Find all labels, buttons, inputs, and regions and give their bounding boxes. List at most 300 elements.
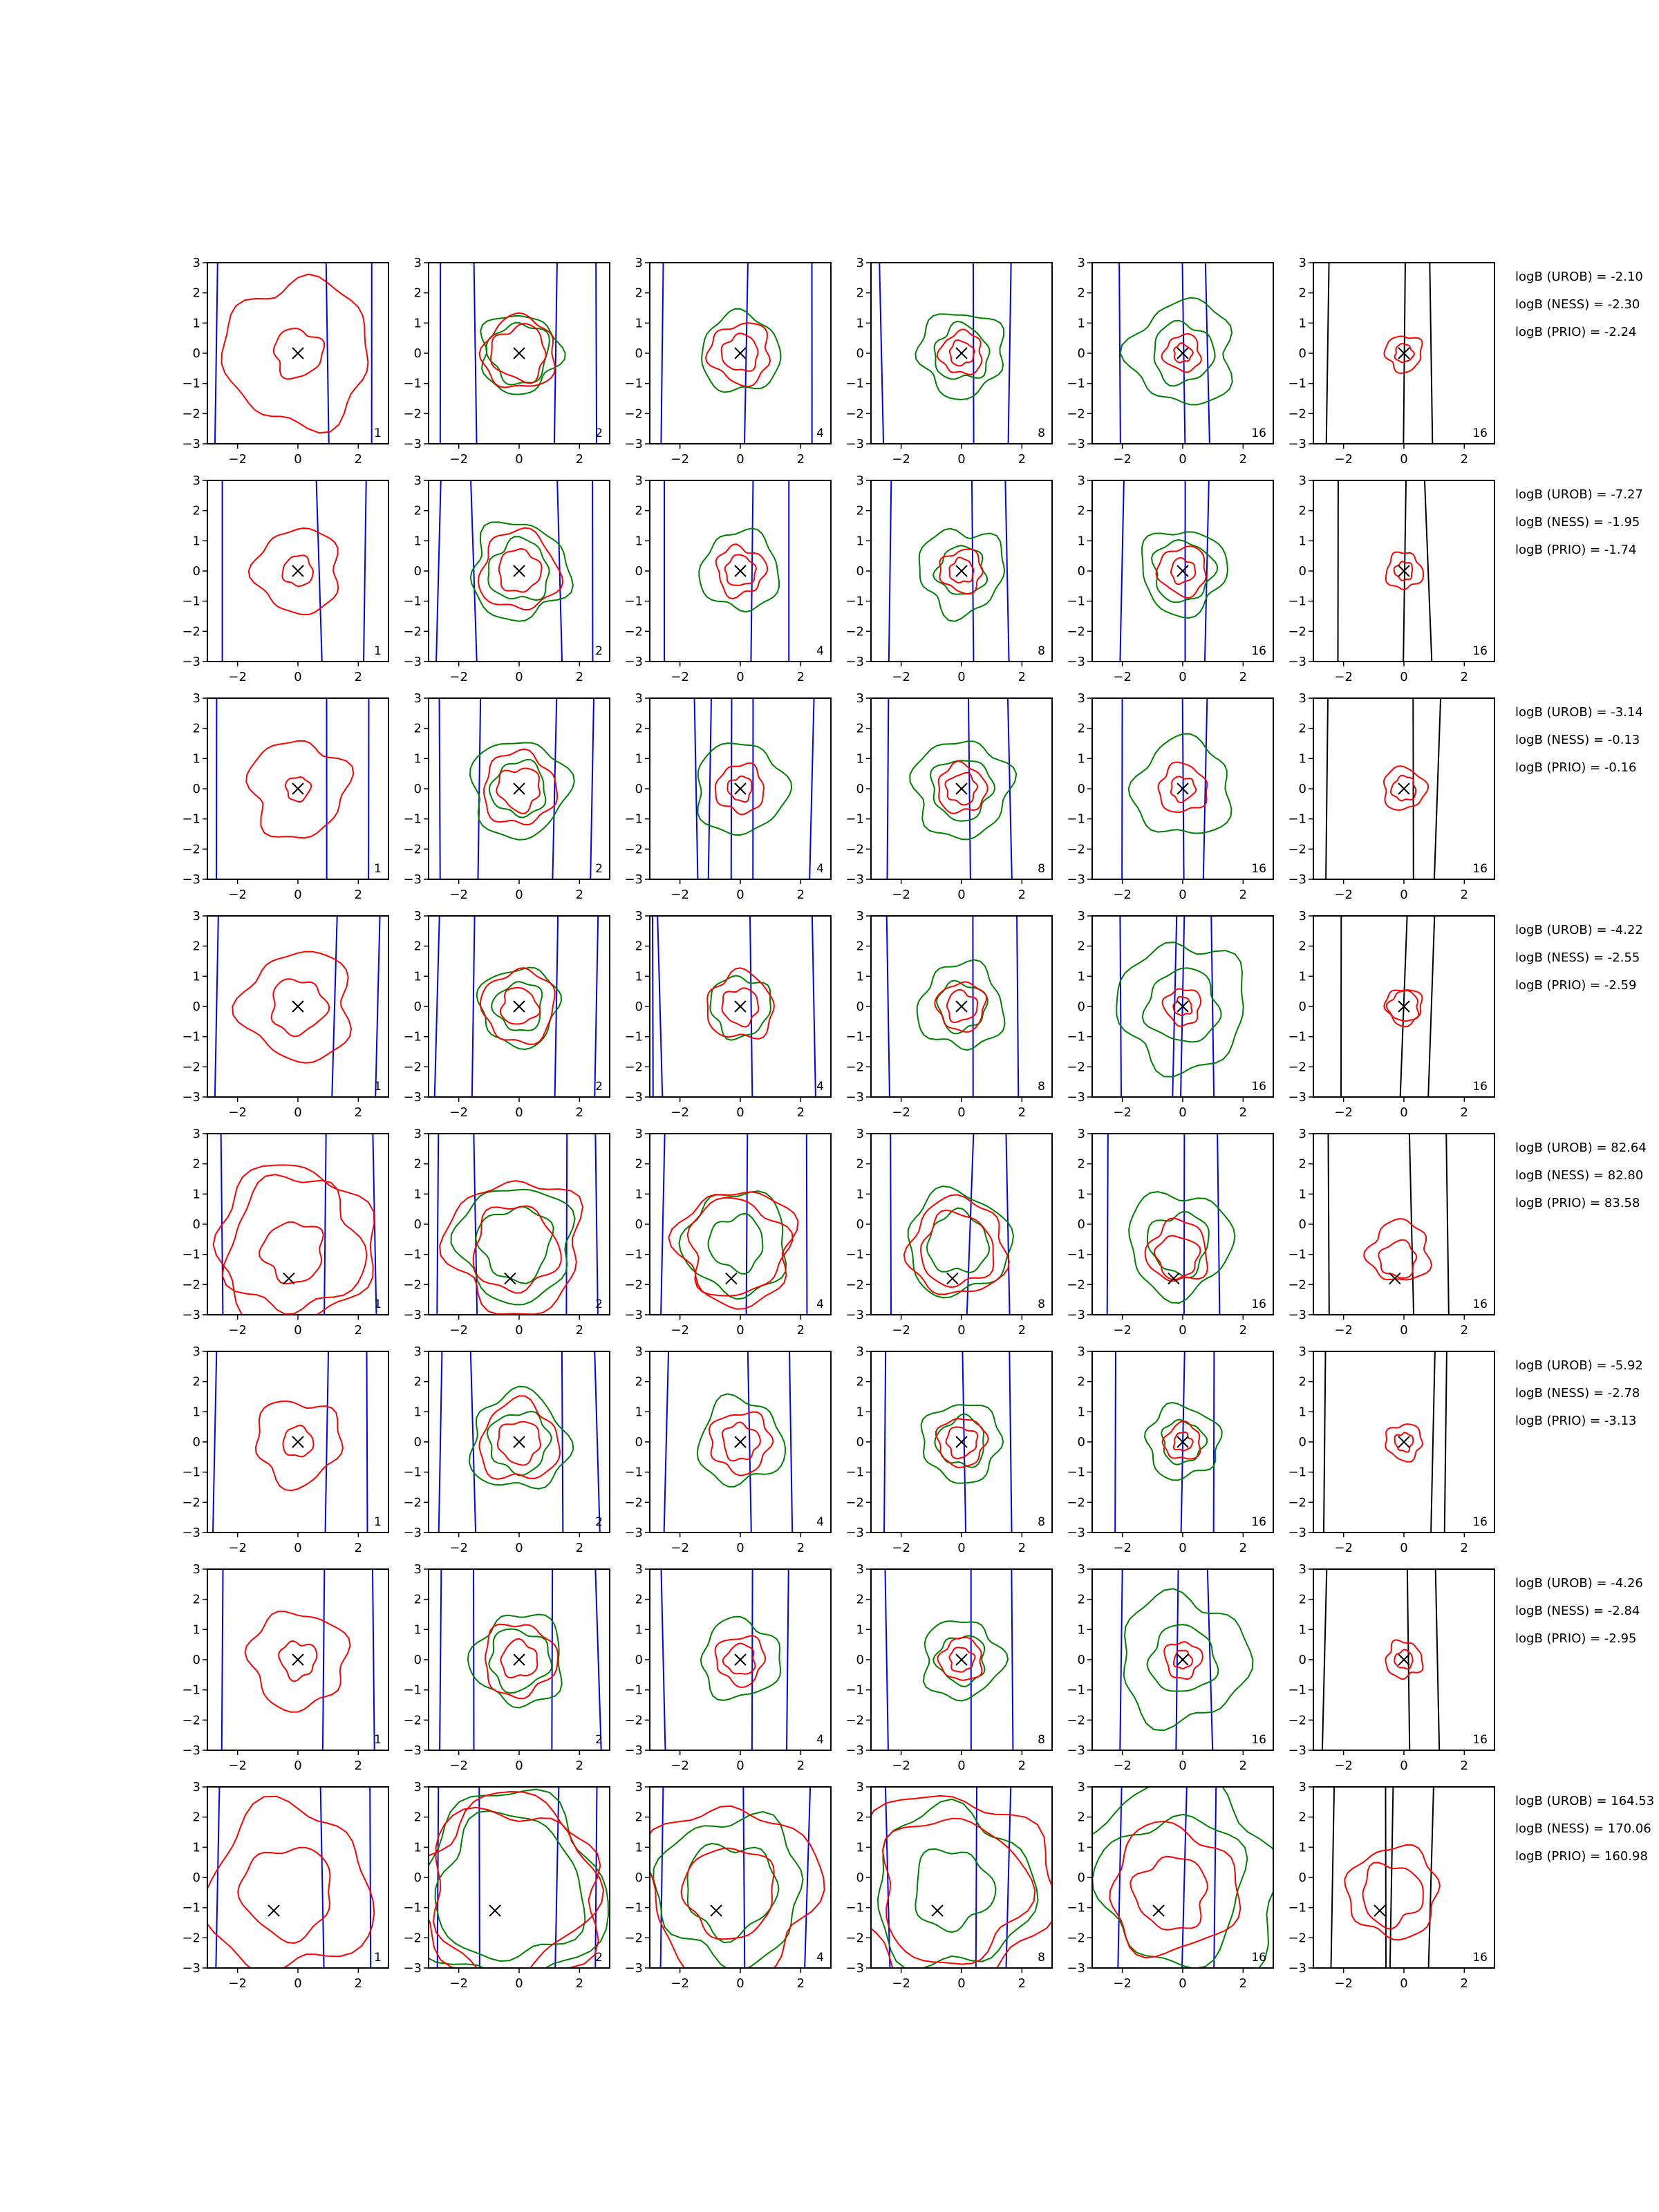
y-tick-label: 3 [192, 1127, 200, 1141]
y-tick-label: −3 [624, 1526, 643, 1540]
x-tick-label: −2 [892, 888, 910, 902]
x-tick-label: 2 [354, 452, 363, 467]
x-tick-label: 0 [957, 452, 966, 467]
y-tick-label: −2 [845, 1495, 864, 1510]
x-tick-label: 2 [1018, 1976, 1027, 1991]
panel-corner-label: 16 [1251, 644, 1266, 658]
y-tick-label: 0 [1077, 564, 1085, 579]
y-tick-label: −2 [182, 1495, 200, 1510]
y-tick-label: 0 [1298, 1217, 1306, 1232]
y-tick-label: 3 [1298, 691, 1306, 706]
y-tick-label: 3 [856, 1344, 864, 1359]
x-tick-label: −2 [228, 452, 247, 467]
panel-corner-label: 8 [1038, 427, 1045, 440]
x-tick-label: 2 [1018, 1323, 1027, 1338]
panel-corner-label: 16 [1472, 862, 1488, 876]
panel-corner-label: 8 [1038, 1515, 1045, 1529]
y-tick-label: 2 [1298, 1810, 1306, 1825]
y-tick-label: −3 [1288, 437, 1306, 451]
y-tick-label: −1 [1288, 376, 1306, 391]
y-tick-label: 2 [192, 503, 200, 518]
x-tick-label: 0 [957, 1976, 966, 1991]
y-tick-label: 1 [635, 1187, 643, 1202]
y-tick-label: 1 [1077, 969, 1085, 984]
y-tick-label: 3 [856, 1780, 864, 1794]
x-tick-label: 2 [1018, 1759, 1027, 1773]
y-tick-label: 1 [192, 316, 200, 331]
y-tick-label: −1 [845, 1683, 864, 1698]
y-tick-label: −2 [403, 624, 422, 639]
logb-annotation: logB (PRIO) = -3.13 [1515, 1414, 1637, 1428]
x-tick-label: 0 [515, 888, 523, 902]
y-tick-label: −2 [624, 1277, 643, 1293]
y-tick-label: 0 [1077, 1871, 1085, 1885]
y-tick-label: 3 [413, 474, 422, 488]
y-tick-label: 0 [856, 564, 864, 579]
x-tick-label: 0 [1179, 1105, 1187, 1120]
x-tick-label: −2 [1334, 888, 1353, 902]
logb-annotation: logB (UROB) = 164.53 [1515, 1794, 1655, 1808]
panel-corner-label: 16 [1472, 1733, 1488, 1747]
panel-corner-label: 16 [1472, 1515, 1488, 1529]
y-tick-label: −3 [624, 1961, 643, 1976]
x-tick-label: 2 [354, 1541, 363, 1555]
y-tick-label: 2 [1077, 721, 1085, 736]
y-tick-label: 1 [635, 969, 643, 984]
x-tick-label: 2 [1239, 1976, 1248, 1991]
y-tick-label: 1 [635, 316, 643, 331]
y-tick-label: 0 [635, 1871, 643, 1885]
y-tick-label: 1 [1298, 534, 1306, 549]
y-tick-label: 0 [413, 1871, 422, 1885]
y-tick-label: −1 [624, 1029, 643, 1044]
panel-corner-label: 16 [1251, 862, 1266, 876]
y-tick-label: 3 [635, 1344, 643, 1359]
x-tick-label: 0 [736, 1759, 744, 1773]
y-tick-label: 1 [635, 1840, 643, 1855]
x-tick-label: −2 [671, 1976, 689, 1991]
y-tick-label: 2 [1298, 1374, 1306, 1389]
y-tick-label: −3 [403, 1090, 422, 1105]
y-tick-label: −2 [845, 1060, 864, 1075]
x-tick-label: −2 [449, 452, 468, 467]
y-tick-label: 2 [1077, 1592, 1085, 1607]
y-tick-label: 3 [856, 1127, 864, 1141]
y-tick-label: 1 [856, 1840, 864, 1855]
x-tick-label: −2 [1113, 1323, 1132, 1338]
y-tick-label: −1 [845, 812, 864, 827]
panel-corner-label: 4 [816, 644, 824, 658]
y-tick-label: −1 [624, 1900, 643, 1915]
y-tick-label: −1 [403, 1900, 422, 1915]
y-tick-label: −1 [403, 1683, 422, 1698]
y-tick-label: −2 [403, 1713, 422, 1728]
y-tick-label: −3 [845, 1308, 864, 1322]
panel-corner-label: 16 [1251, 427, 1266, 440]
y-tick-label: 2 [635, 721, 643, 736]
y-tick-label: 0 [1077, 1217, 1085, 1232]
y-tick-label: 0 [192, 1217, 200, 1232]
y-tick-label: 0 [856, 1435, 864, 1450]
y-tick-label: −1 [403, 1029, 422, 1044]
y-tick-label: 0 [413, 782, 422, 796]
x-tick-label: −2 [892, 1323, 910, 1338]
y-tick-label: 3 [1298, 909, 1306, 924]
y-tick-label: −2 [182, 1060, 200, 1075]
y-tick-label: −3 [624, 437, 643, 451]
x-tick-label: 0 [515, 670, 523, 684]
y-tick-label: 1 [1077, 751, 1085, 767]
y-tick-label: −3 [403, 1308, 422, 1322]
panel-corner-label: 2 [595, 1951, 603, 1965]
y-tick-label: 1 [1298, 1840, 1306, 1855]
y-tick-label: −3 [845, 655, 864, 669]
x-tick-label: 2 [796, 1105, 805, 1120]
x-tick-label: 0 [294, 670, 302, 684]
x-tick-label: −2 [228, 1541, 247, 1555]
y-tick-label: 2 [1077, 939, 1085, 954]
panel-corner-label: 4 [816, 427, 824, 440]
x-tick-label: 2 [1460, 1976, 1469, 1991]
y-tick-label: 1 [192, 1187, 200, 1202]
x-tick-label: 2 [1460, 452, 1469, 467]
y-tick-label: −1 [624, 1247, 643, 1262]
x-tick-label: −2 [228, 1976, 247, 1991]
y-tick-label: 1 [1298, 316, 1306, 331]
y-tick-label: 2 [413, 1592, 422, 1607]
boundary-line [1413, 698, 1414, 879]
x-tick-label: 2 [796, 1541, 805, 1555]
x-tick-label: 2 [1239, 670, 1248, 684]
boundary-line [370, 1787, 371, 1968]
x-tick-label: −2 [671, 452, 689, 467]
y-tick-label: −1 [1288, 1247, 1306, 1262]
y-tick-label: −1 [1288, 812, 1306, 827]
y-tick-label: 1 [1077, 534, 1085, 549]
y-tick-label: −1 [1288, 1900, 1306, 1915]
y-tick-label: −3 [1288, 1961, 1306, 1976]
y-tick-label: −1 [845, 1029, 864, 1044]
y-tick-label: −2 [845, 1713, 864, 1728]
y-tick-label: −2 [403, 1495, 422, 1510]
boundary-line [479, 1787, 480, 1968]
x-tick-label: 0 [1179, 1759, 1187, 1773]
y-tick-label: −3 [624, 1743, 643, 1758]
y-tick-label: 2 [1077, 503, 1085, 518]
y-tick-label: −1 [845, 376, 864, 391]
y-tick-label: 3 [856, 909, 864, 924]
logb-annotation: logB (UROB) = -4.26 [1515, 1576, 1643, 1591]
y-tick-label: −3 [845, 437, 864, 451]
x-tick-label: 0 [957, 670, 966, 684]
boundary-line [366, 1351, 367, 1533]
x-tick-label: 0 [294, 452, 302, 467]
x-tick-label: 2 [354, 1976, 363, 1991]
panel-corner-label: 1 [374, 644, 382, 658]
x-tick-label: −2 [1113, 1759, 1132, 1773]
x-tick-label: 2 [1460, 1105, 1469, 1120]
y-tick-label: 3 [413, 1344, 422, 1359]
logb-annotation: logB (NESS) = -2.84 [1515, 1604, 1640, 1618]
x-tick-label: −2 [228, 888, 247, 902]
y-tick-label: 0 [192, 1435, 200, 1450]
y-tick-label: 1 [413, 534, 422, 549]
y-tick-label: 1 [856, 969, 864, 984]
y-tick-label: −2 [403, 1060, 422, 1075]
panel-corner-label: 1 [374, 1733, 382, 1747]
y-tick-label: −1 [1288, 1029, 1306, 1044]
x-tick-label: −2 [671, 888, 689, 902]
y-tick-label: 2 [856, 285, 864, 301]
y-tick-label: 3 [1077, 1344, 1085, 1359]
y-tick-label: −3 [1288, 872, 1306, 887]
y-tick-label: 1 [413, 1405, 422, 1420]
y-tick-label: −1 [845, 1247, 864, 1262]
y-tick-label: 3 [192, 691, 200, 706]
y-tick-label: −3 [1288, 655, 1306, 669]
y-tick-label: 1 [192, 751, 200, 767]
x-tick-label: 0 [1179, 888, 1187, 902]
boundary-line [562, 1351, 563, 1533]
y-tick-label: 0 [635, 346, 643, 361]
y-tick-label: −1 [1067, 1247, 1085, 1262]
y-tick-label: −2 [1288, 1713, 1306, 1728]
y-tick-label: −2 [1288, 624, 1306, 639]
y-tick-label: −2 [1067, 406, 1085, 422]
y-tick-label: −2 [1067, 842, 1085, 857]
x-tick-label: −2 [1334, 1323, 1353, 1338]
y-tick-label: −1 [624, 1683, 643, 1698]
x-tick-label: 2 [575, 888, 584, 902]
y-tick-label: 0 [1077, 1435, 1085, 1450]
x-tick-label: 0 [736, 452, 744, 467]
y-tick-label: −3 [1067, 655, 1085, 669]
logb-annotation: logB (PRIO) = -2.95 [1515, 1631, 1637, 1646]
y-tick-label: 0 [1298, 564, 1306, 579]
panel-corner-label: 8 [1038, 644, 1045, 658]
x-tick-label: 0 [736, 1976, 744, 1991]
y-tick-label: 3 [635, 691, 643, 706]
x-tick-label: −2 [1113, 888, 1132, 902]
y-tick-label: 3 [413, 1562, 422, 1577]
panel-corner-label: 16 [1251, 1297, 1266, 1311]
panel-corner-label: 2 [595, 644, 603, 658]
y-tick-label: 0 [192, 1653, 200, 1667]
y-tick-label: −2 [845, 624, 864, 639]
y-tick-label: 2 [413, 939, 422, 954]
x-tick-label: −2 [449, 1105, 468, 1120]
y-tick-label: −2 [624, 1931, 643, 1946]
y-tick-label: 2 [856, 721, 864, 736]
y-tick-label: 3 [1298, 1344, 1306, 1359]
x-tick-label: 0 [294, 1976, 302, 1991]
x-tick-label: 2 [1018, 670, 1027, 684]
y-tick-label: −2 [624, 1495, 643, 1510]
y-tick-label: 1 [856, 751, 864, 767]
x-tick-label: 2 [796, 670, 805, 684]
y-tick-label: 3 [413, 691, 422, 706]
y-tick-label: 0 [1298, 1653, 1306, 1667]
panel-corner-label: 1 [374, 427, 382, 440]
y-tick-label: 1 [192, 534, 200, 549]
y-tick-label: 1 [413, 1622, 422, 1638]
y-tick-label: 2 [635, 939, 643, 954]
y-tick-label: −2 [1288, 1931, 1306, 1946]
y-tick-label: −3 [403, 1961, 422, 1976]
y-tick-label: −3 [182, 1308, 200, 1322]
x-tick-label: 2 [796, 1976, 805, 1991]
y-tick-label: −2 [624, 1713, 643, 1728]
y-tick-label: 0 [635, 1000, 643, 1014]
y-tick-label: −1 [1288, 1683, 1306, 1698]
y-tick-label: −3 [1067, 1743, 1085, 1758]
y-tick-label: −1 [403, 376, 422, 391]
x-tick-label: 0 [1400, 1323, 1408, 1338]
y-tick-label: −1 [182, 1900, 200, 1915]
x-tick-label: −2 [892, 670, 910, 684]
logb-annotation: logB (NESS) = -2.55 [1515, 950, 1640, 965]
logb-annotation: logB (NESS) = -2.78 [1515, 1386, 1640, 1400]
y-tick-label: −1 [1067, 812, 1085, 827]
y-tick-label: 3 [1077, 691, 1085, 706]
y-tick-label: −1 [1067, 1900, 1085, 1915]
y-tick-label: 1 [413, 1187, 422, 1202]
y-tick-label: 1 [1077, 1622, 1085, 1638]
boundary-line [1115, 1351, 1116, 1533]
y-tick-label: −1 [845, 594, 864, 609]
y-tick-label: 1 [1077, 316, 1085, 331]
y-tick-label: 3 [635, 1780, 643, 1794]
y-tick-label: −3 [1067, 1090, 1085, 1105]
panel-corner-label: 16 [1472, 1297, 1488, 1311]
y-tick-label: −1 [1067, 1683, 1085, 1698]
y-tick-label: 3 [856, 1562, 864, 1577]
logb-annotation: logB (UROB) = -2.10 [1515, 270, 1643, 284]
y-tick-label: −1 [182, 376, 200, 391]
y-tick-label: −2 [624, 842, 643, 857]
y-tick-label: −3 [1067, 1308, 1085, 1322]
panel-corner-label: 4 [816, 1951, 824, 1965]
logb-annotation: logB (NESS) = -0.13 [1515, 733, 1640, 747]
y-tick-label: 1 [192, 1622, 200, 1638]
y-tick-label: −1 [1067, 1029, 1085, 1044]
y-tick-label: −2 [624, 1060, 643, 1075]
y-tick-label: 3 [1298, 256, 1306, 270]
x-tick-label: 2 [575, 1105, 584, 1120]
x-tick-label: 0 [1179, 452, 1187, 467]
y-tick-label: −2 [1067, 1713, 1085, 1728]
y-tick-label: 3 [413, 1127, 422, 1141]
y-tick-label: 3 [192, 1562, 200, 1577]
y-tick-label: −3 [182, 1743, 200, 1758]
y-tick-label: −1 [1288, 1465, 1306, 1480]
logb-annotation: logB (PRIO) = -1.74 [1515, 543, 1637, 557]
x-tick-label: 2 [354, 1759, 363, 1773]
logb-annotation: logB (NESS) = 170.06 [1515, 1821, 1651, 1836]
y-tick-label: −1 [845, 1900, 864, 1915]
x-tick-label: 2 [796, 1759, 805, 1773]
x-tick-label: 0 [1179, 670, 1187, 684]
y-tick-label: 0 [413, 564, 422, 579]
logb-annotation: logB (PRIO) = 83.58 [1515, 1196, 1640, 1210]
y-tick-label: 1 [192, 1840, 200, 1855]
y-tick-label: 3 [413, 909, 422, 924]
x-tick-label: 2 [1460, 888, 1469, 902]
y-tick-label: 1 [1077, 1840, 1085, 1855]
y-tick-label: 0 [413, 1653, 422, 1667]
y-tick-label: −3 [845, 1526, 864, 1540]
x-tick-label: 2 [1239, 1759, 1248, 1773]
x-tick-label: −2 [449, 888, 468, 902]
y-tick-label: 3 [635, 909, 643, 924]
y-tick-label: 1 [1298, 751, 1306, 767]
y-tick-label: 1 [1298, 969, 1306, 984]
x-tick-label: −2 [228, 670, 247, 684]
panel-corner-label: 8 [1038, 1951, 1045, 1965]
x-tick-label: −2 [671, 1105, 689, 1120]
y-tick-label: −2 [182, 1713, 200, 1728]
x-tick-label: 2 [354, 1105, 363, 1120]
y-tick-label: −1 [845, 1465, 864, 1480]
x-tick-label: 2 [1018, 1541, 1027, 1555]
x-tick-label: 2 [1460, 1541, 1469, 1555]
y-tick-label: −2 [182, 624, 200, 639]
y-tick-label: −3 [403, 437, 422, 451]
x-tick-label: 2 [354, 1323, 363, 1338]
y-tick-label: 2 [1298, 939, 1306, 954]
y-tick-label: −3 [624, 1090, 643, 1105]
x-tick-label: 0 [515, 1105, 523, 1120]
panel-corner-label: 1 [374, 1951, 382, 1965]
logb-annotation: logB (NESS) = -1.95 [1515, 515, 1640, 529]
panel-corner-label: 8 [1038, 1080, 1045, 1094]
panel-corner-label: 4 [816, 1297, 824, 1311]
x-tick-label: −2 [671, 670, 689, 684]
panel-corner-label: 16 [1251, 1733, 1266, 1747]
x-tick-label: −2 [1334, 1541, 1353, 1555]
y-tick-label: −2 [182, 1277, 200, 1293]
y-tick-label: 2 [192, 1156, 200, 1172]
y-tick-label: 3 [1077, 1562, 1085, 1577]
y-tick-label: 0 [1298, 1435, 1306, 1450]
y-tick-label: 0 [635, 1435, 643, 1450]
y-tick-label: −3 [1288, 1090, 1306, 1105]
x-tick-label: −2 [671, 1541, 689, 1555]
y-tick-label: 1 [1298, 1187, 1306, 1202]
y-tick-label: 1 [635, 1622, 643, 1638]
x-tick-label: 2 [1239, 1541, 1248, 1555]
y-tick-label: 2 [635, 285, 643, 301]
x-tick-label: −2 [228, 1105, 247, 1120]
y-tick-label: 1 [856, 534, 864, 549]
y-tick-label: 2 [635, 1592, 643, 1607]
x-tick-label: 0 [957, 1323, 966, 1338]
y-tick-label: 0 [856, 1653, 864, 1667]
y-tick-label: 2 [635, 1156, 643, 1172]
x-tick-label: 2 [1018, 888, 1027, 902]
y-tick-label: −1 [403, 812, 422, 827]
x-tick-label: 0 [515, 1759, 523, 1773]
y-tick-label: 0 [192, 1871, 200, 1885]
y-tick-label: 2 [1077, 1156, 1085, 1172]
y-tick-label: 3 [856, 474, 864, 488]
x-tick-label: 0 [515, 1976, 523, 1991]
y-tick-label: 2 [413, 1810, 422, 1825]
y-tick-label: 2 [413, 1374, 422, 1389]
logb-annotation: logB (PRIO) = -2.24 [1515, 325, 1637, 339]
y-tick-label: 1 [413, 751, 422, 767]
y-tick-label: 3 [635, 256, 643, 270]
